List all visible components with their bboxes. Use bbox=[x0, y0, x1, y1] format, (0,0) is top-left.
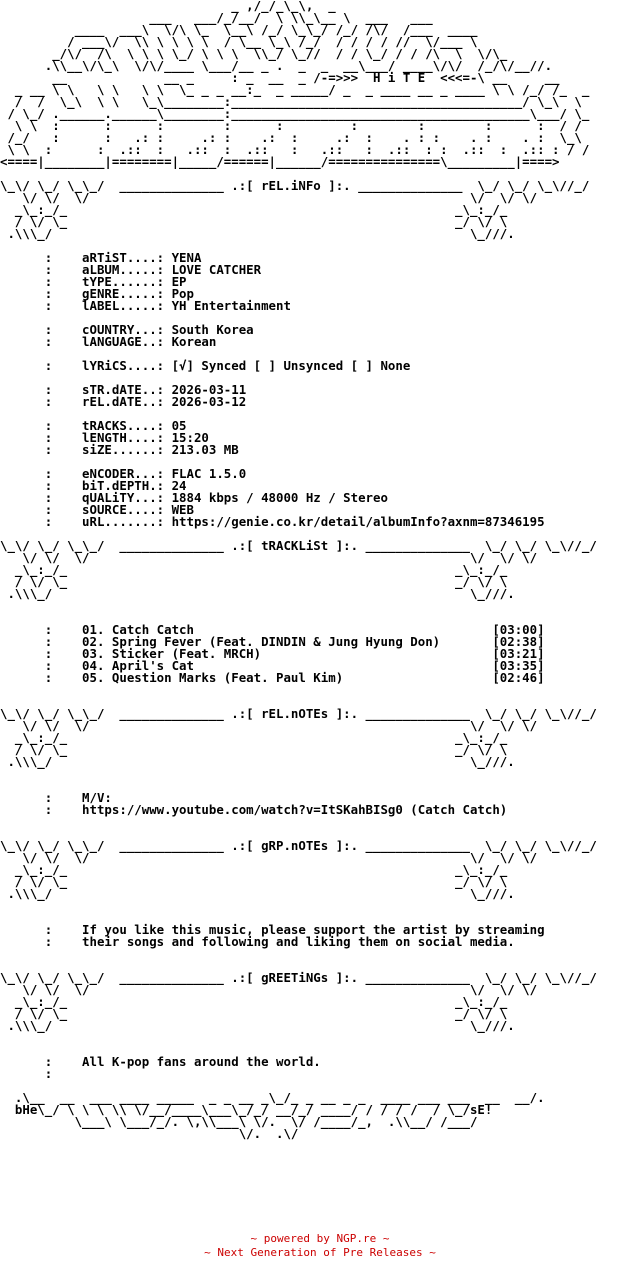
section-divider: \_\/ \_/ \_\_/ ______________ .:[ gRP.nOTEs ]:. ______________ \_/ \_/ \_\//_/ \/ \/ \/ \/ \/ \/ _\_:_/_ _\_:_/_ / \/ \_ _/ \/ \ .\\\_/ \_///. bbox=[0, 838, 597, 901]
info-genre: : gENRE.....: Pop bbox=[0, 286, 194, 301]
info-encoder: : eNCODER...: FLAC 1.5.0 bbox=[0, 466, 247, 481]
info-bitdepth: : biT.dEPTH.: 24 bbox=[0, 478, 187, 493]
grp-notes-block: : If you like this music, please support the artist by streaming : their songs and following and liking them on social media. bbox=[44, 922, 545, 949]
info-str-date: : sTR.dATE..: 2026-03-11 bbox=[0, 382, 247, 397]
rel-notes-block: : M/V: : https://www.youtube.com/watch?v=ItSKahBISg0 (Catch Catch) bbox=[44, 790, 508, 817]
info-tracks: : tRACKS....: 05 bbox=[0, 418, 187, 433]
info-url: : uRL.......: https://genie.co.kr/detail/albumInfo?axnm=87346195 bbox=[0, 514, 545, 529]
info-size: : siZE......: 213.03 MB bbox=[0, 442, 239, 457]
info-language: : lANGUAGE..: Korean bbox=[0, 334, 217, 349]
section-divider: \_\/ \_/ \_\_/ ______________ .:[ tRACKLiSt ]:. ______________ \_/ \_/ \_\//_/ \/ \/ \/ \/ \/ \/ _\_:_/_ _\_:_/_ / \/ \_ _/ \/ \ .\\\_/ \_///. bbox=[0, 538, 597, 601]
info-type: : tYPE......: EP bbox=[0, 274, 187, 289]
info-artist: : aRTiST....: YENA bbox=[0, 250, 202, 265]
section-divider: \_\/ \_/ \_\_/ ______________ .:[ rEL.iNFo ]:. ______________ \_/ \_/ \_\//_/ \/ \/ \/ \/ \/ \/ _\_:_/_ _\_:_/_ / \/ \_ _/ \/ \ .\\\_/ \_///. bbox=[0, 178, 590, 241]
section-divider: \_\/ \_/ \_\_/ ______________ .:[ gREETiNGs ]:. ______________ \_/ \_/ \_\//_/ \/ \/ \/ \/ \/ \/ _\_:_/_ _\_:_/_ / \/ \_ _/ \/ \ .\\\_/ \_///. bbox=[0, 970, 597, 1033]
info-length: : lENGTH....: 15:20 bbox=[0, 430, 209, 445]
info-lyrics: : lYRiCS....: [√] Synced [ ] Unsynced [ ] None bbox=[0, 358, 411, 373]
footer-tagline: ~ Next Generation of Pre Releases ~ bbox=[204, 1246, 436, 1259]
info-label: : lABEL.....: YH Entertainment bbox=[0, 298, 291, 313]
info-rel-date: : rEL.dATE..: 2026-03-12 bbox=[0, 394, 247, 409]
section-divider: \_\/ \_/ \_\_/ ______________ .:[ rEL.nOTEs ]:. ______________ \_/ \_/ \_\//_/ \/ \/ \/ \/ \/ \/ _\_:_/_ _\_:_/_ / \/ \_ _/ \/ \ .\\\_/ \_///. bbox=[0, 706, 597, 769]
tracklist-block: : 01. Catch Catch [03:00] : 02. Spring Fever (Feat. DINDIN & Jung Hyung Don) [02:38] : 03. Sticker (Feat. MRCH) [03:21] : 04. April's Cat [03:35] : 05. Question Marks (Feat. Paul Kim) [02:46] bbox=[44, 622, 545, 685]
header-art: _ ,/_/_\_\, _ ___ ___/_/__/ \ \\_\__ \ ___ ___ ____ ___\ \/\ \_ \__\ /_/ \_\_/ /_/ /\/ /___ ____ / ___\/ \\ \ \ \ \ / \__ \_\ /_/ / / / / // \/___ \ _/\/ /\ \ \ \ \_/ \ \ \ \\_/ \_// / / \_/ / / /\ \ \/\_ .\\__\/\_\ \/\/____ \___/__ _ . _ _ __\___/ ____\/\/ /_/\/__//. __ __ _ : _ __ _ /-=>>> H i T E <<<=-\ __ __ _ __ \ \ \ \ \ \ \_ _ _ __:_ _ _____/ _ _ ____ __ _ ____ \ \ /_/ /_ _ / / \_\ \ \ \_\________:_______________________________________/ \_\ \ / \_/ .______.______\________:________________________________________\___/ \_ \ \ : : : : : : : : : / / /_/ : : .: : .: : .: : .: : . : : . : . : \_\ \ \ : : .:: : .:: : .:: : .:: : .:: : : .:: : .:: : / / <====|________|========|_____/======|______/===============\_________|====> bbox=[0, 0, 590, 169]
info-source: : sOURCE....: WEB bbox=[0, 502, 194, 517]
info-quality: : qUALiTY...: 1884 kbps / 48000 Hz / Stereo bbox=[0, 490, 388, 505]
release-info-block bbox=[0, 250, 545, 529]
info-country: : cOUNTRY...: South Korea bbox=[0, 322, 254, 337]
greetings-block: : All K-pop fans around the world. : bbox=[44, 1054, 321, 1081]
footer-powered-by: ~ powered by NGP.re ~ bbox=[250, 1232, 390, 1245]
footer-art: .\__ __ ___ ____ _____ _ _ __ _\_/_ _ __ _ _ ____ ___ ___ __ __/. bHe\_/ \ \ \ \\ \/__/____\___\_/_/ __/_/ ____/ / / / / / \_/sE! \___\ \___/_/. \,\\___\ \/. \/ /____/_, .\\__/ /___/ \/. .\/ bbox=[14, 1090, 545, 1141]
info-album: : aLBUM.....: LOVE CATCHER bbox=[0, 262, 262, 277]
